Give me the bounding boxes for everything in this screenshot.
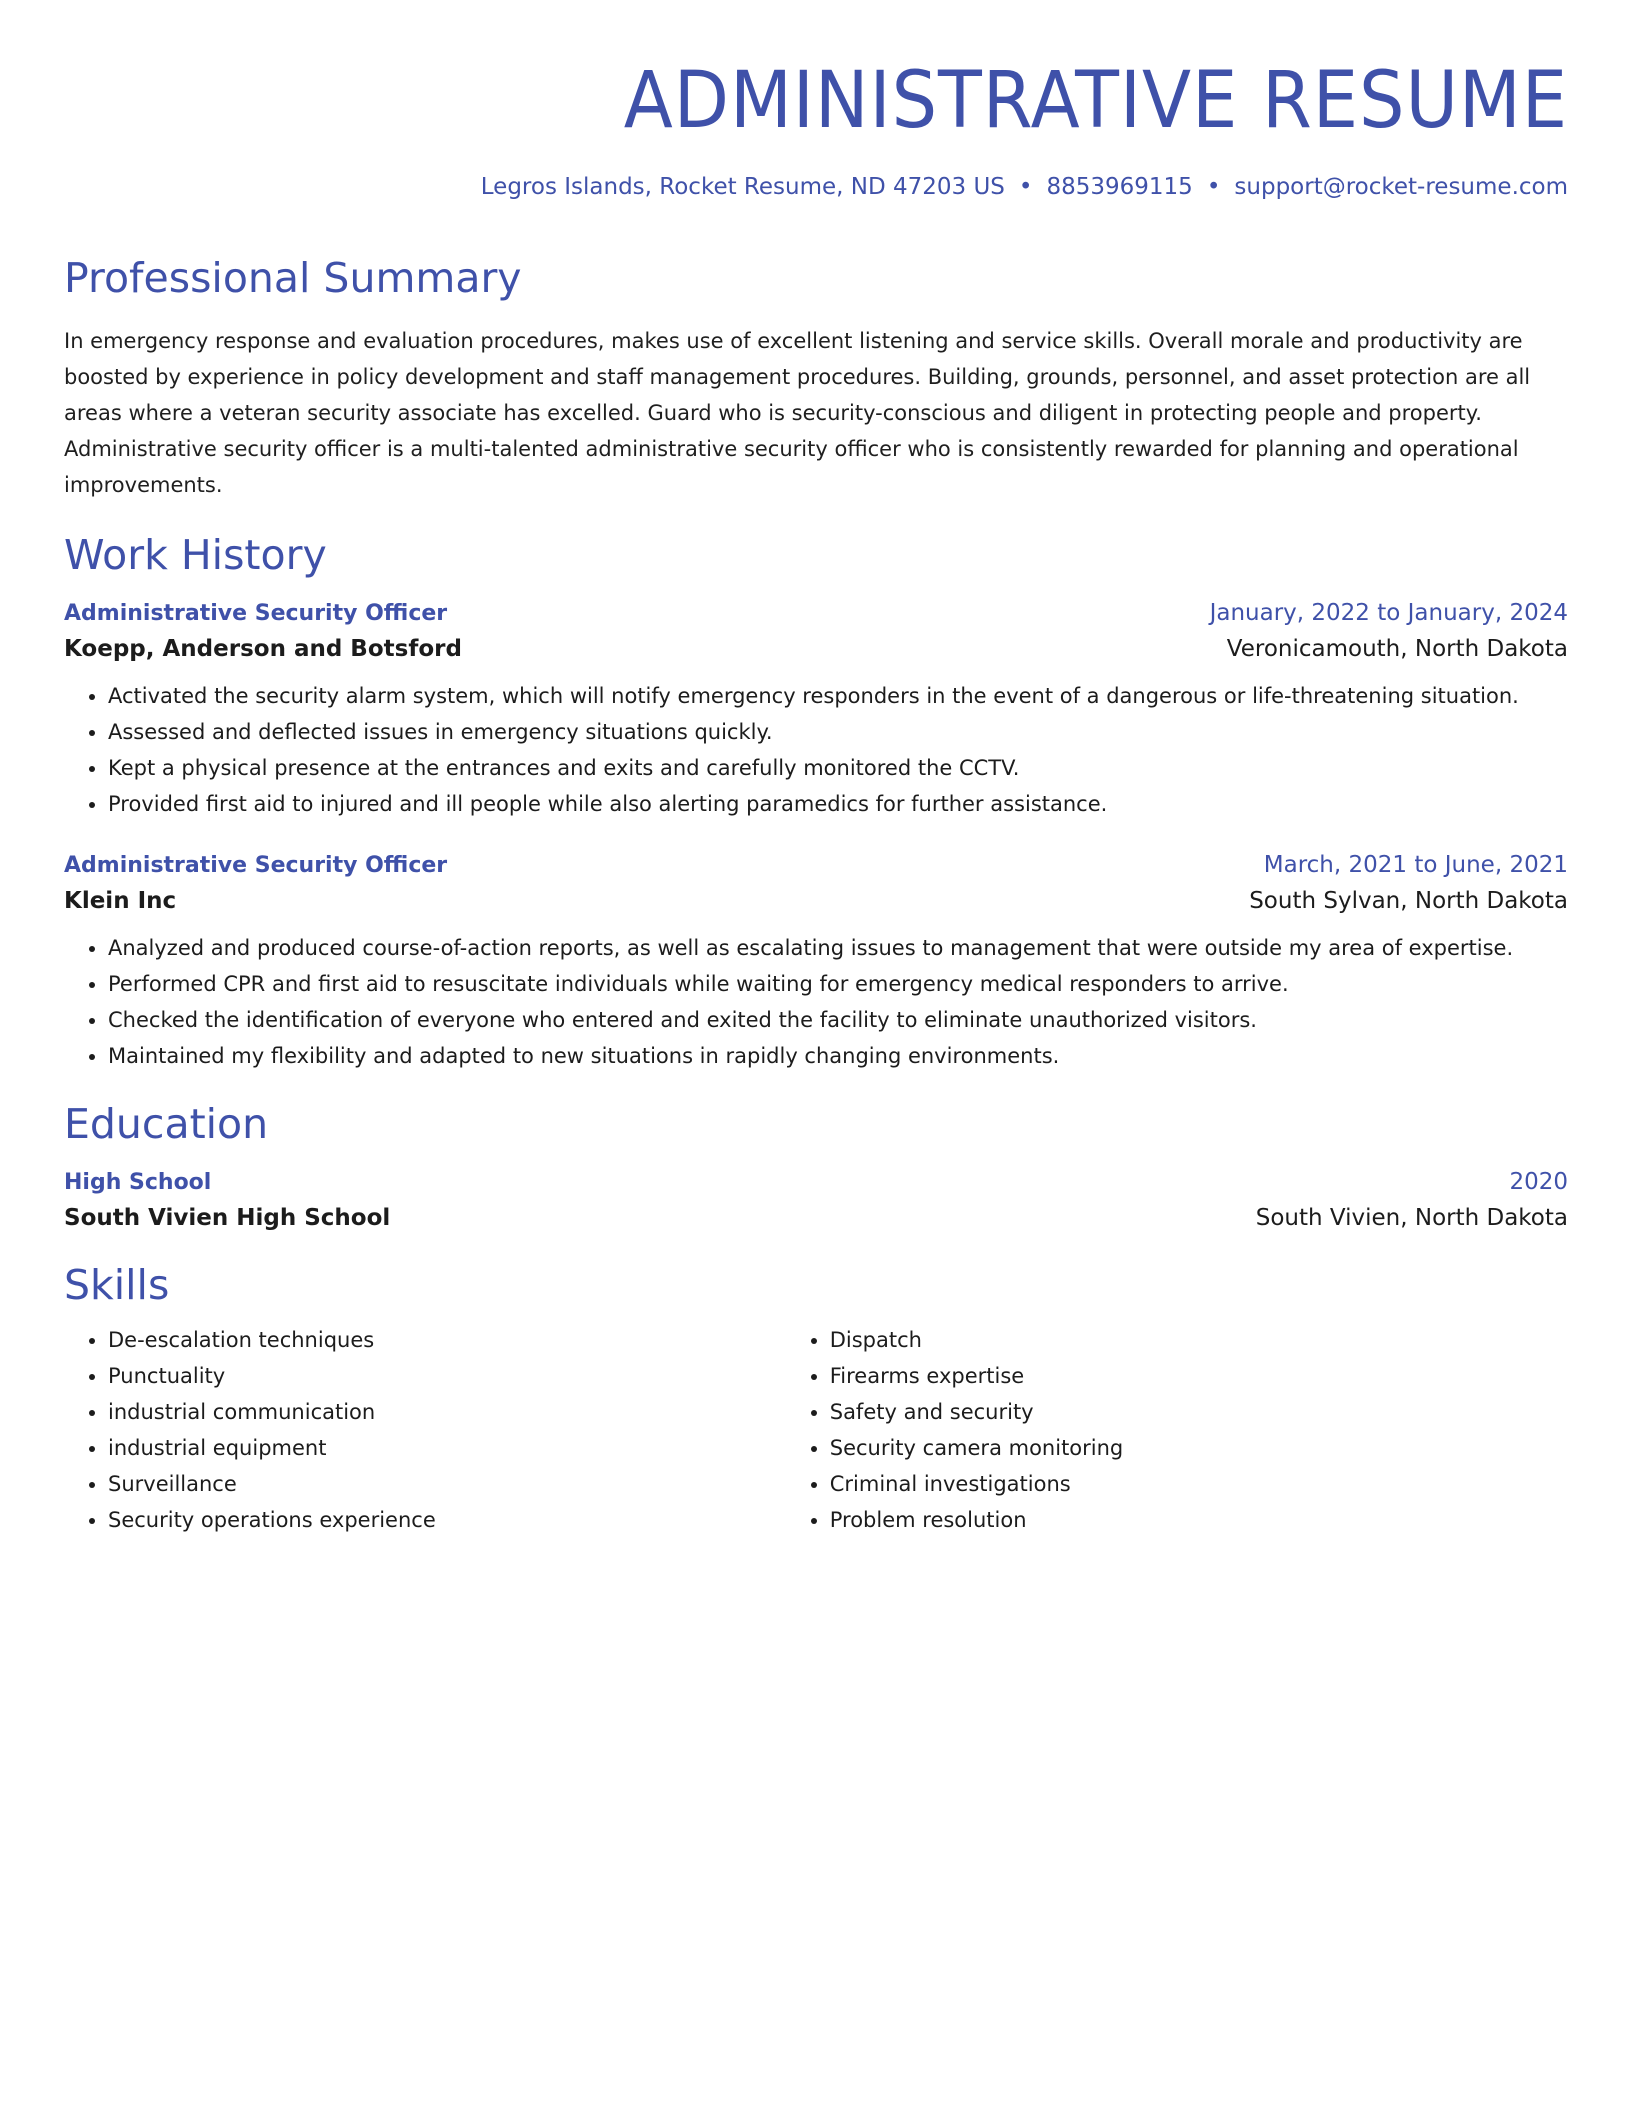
job-title: Administrative Security Officer [64, 852, 448, 878]
education-degree: High School [64, 1170, 212, 1196]
skill-item: • Security operations experience [108, 1502, 786, 1538]
skill-item: • De-escalation techniques [108, 1322, 786, 1358]
education-entry [64, 1169, 1568, 1231]
job-bullet: • Activated the security alarm system, which will notify emergency responders in the event of a dangerous or life-threatening situation. [108, 678, 1568, 714]
job-title: Administrative Security Officer [64, 600, 448, 626]
job-header-row [64, 852, 1568, 878]
skill-item: • Punctuality [108, 1358, 786, 1394]
skill-item: • Dispatch [830, 1322, 1568, 1358]
education-header-row [64, 1169, 1568, 1195]
skill-item: • Problem resolution [830, 1502, 1568, 1538]
job-bullet: • Performed CPR and first aid to resuscitate individuals while waiting for emergency medical responders to arrive. [108, 966, 1568, 1002]
job-bullet: • Assessed and deflected issues in emergency situations quickly. [108, 714, 1568, 750]
skills-list [64, 1322, 1568, 1538]
contact-address: Legros Islands, Rocket Resume, ND 47203 US [480, 174, 1005, 200]
education-heading: Education [64, 1099, 269, 1148]
skills-column-right [786, 1322, 1568, 1538]
skills-heading: Skills [64, 1261, 170, 1310]
contact-email: support@rocket-resume.com [1234, 174, 1568, 200]
education-school-row [64, 1205, 1568, 1231]
education-school: South Vivien High School [64, 1205, 391, 1232]
job-entry [64, 600, 1568, 822]
job-location: Veronicamouth, North Dakota [1226, 635, 1568, 662]
resume-title: ADMINISTRATIVE RESUME [623, 56, 1568, 146]
job-company-row [64, 636, 1568, 662]
job-bullet: • Maintained my flexibility and adapted to new situations in rapidly changing environments. [108, 1038, 1568, 1074]
work-history-heading: Work History [64, 530, 327, 579]
job-bullet: • Kept a physical presence at the entrances and exits and carefully monitored the CCTV. [108, 750, 1568, 786]
education-location: South Vivien, North Dakota [1255, 1205, 1568, 1232]
contact-line [64, 174, 1568, 202]
contact-separator: • [1206, 174, 1221, 200]
skills-column-left [64, 1322, 786, 1538]
job-company-row [64, 888, 1568, 914]
summary-text: In emergency response and evaluation procedures, makes use of excellent listening and service skills. Overall morale and productivity are boosted by experience in policy development and staff management procedures. Building, grounds, personnel, and asset protection are all areas where a veteran security associate has excelled. Guard who is security-conscious and diligent in protecting people and property. Administrative security officer is a multi-talented administrative security officer who is consistently rewarded for planning and operational improvements. [64, 328, 1531, 497]
job-bullet: • Provided first aid to injured and ill people while also alerting paramedics for further assistance. [108, 786, 1568, 822]
summary-heading: Professional Summary [64, 253, 522, 302]
contact-phone: 8853969115 [1046, 174, 1193, 200]
job-bullet: • Checked the identification of everyone who entered and exited the facility to eliminate unauthorized visitors. [108, 1002, 1568, 1038]
job-dates: March, 2021 to June, 2021 [1263, 851, 1568, 878]
skill-item: • Surveillance [108, 1466, 786, 1502]
skill-item: • Criminal investigations [830, 1466, 1568, 1502]
job-bullets [64, 678, 1568, 822]
education-year: 2020 [1509, 1169, 1568, 1196]
job-company: Koepp, Anderson and Botsford [64, 635, 462, 662]
job-header-row [64, 600, 1568, 626]
job-bullet: • Analyzed and produced course-of-action reports, as well as escalating issues to management that were outside my area of expertise. [108, 930, 1568, 966]
skill-item: • Security camera monitoring [830, 1430, 1568, 1466]
resume-header [64, 56, 1568, 202]
job-location: South Sylvan, North Dakota [1249, 887, 1568, 914]
skill-item: • Firearms expertise [830, 1358, 1568, 1394]
contact-separator: • [1018, 174, 1033, 200]
skill-item: • industrial equipment [108, 1430, 786, 1466]
skill-item: • industrial communication [108, 1394, 786, 1430]
job-dates: January, 2022 to January, 2024 [1209, 599, 1568, 626]
job-entry [64, 852, 1568, 1074]
job-bullets [64, 930, 1568, 1074]
skill-item: • Safety and security [830, 1394, 1568, 1430]
job-company: Klein Inc [64, 887, 177, 914]
